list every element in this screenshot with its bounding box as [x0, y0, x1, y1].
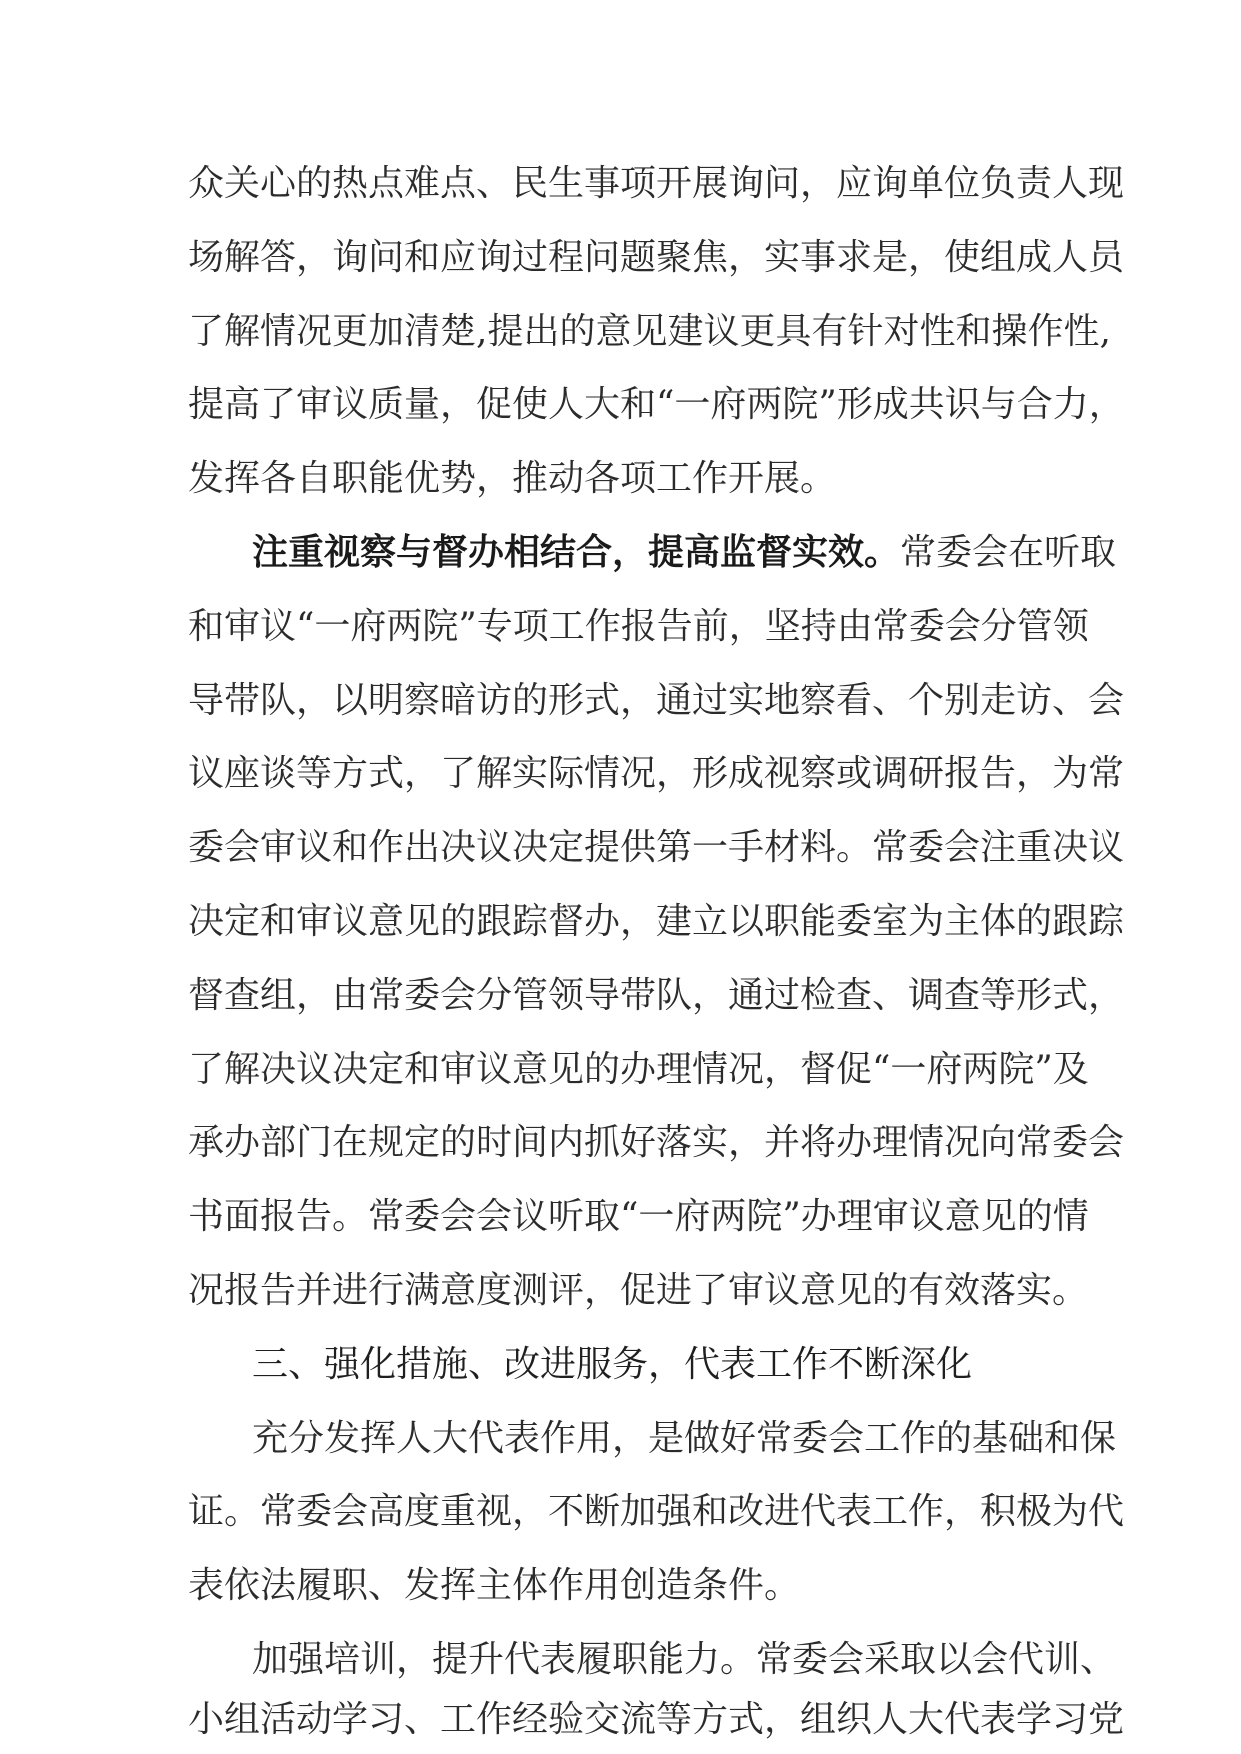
- paragraph-line: 提高了审议质量，促使人大和“一府两院”形成共识与合力，: [188, 384, 1125, 425]
- paragraph-line: 导带队，以明察暗访的形式，通过实地察看、个别走访、会: [188, 680, 1125, 721]
- paragraph-line: 委会审议和作出决议决定提供第一手材料。常委会注重决议: [188, 827, 1125, 868]
- paragraph-line: 众关心的热点难点、民生事项开展询问，应询单位负责人现: [188, 163, 1125, 204]
- paragraph-line: 小组活动学习、工作经验交流等方式，组织人大代表学习党: [188, 1699, 1125, 1740]
- paragraph-line: 证。常委会高度重视，不断加强和改进代表工作，积极为代: [188, 1491, 1125, 1532]
- paragraph-line: 承办部门在规定的时间内抓好落实，并将办理情况向常委会: [188, 1122, 1125, 1163]
- paragraph-line: 况报告并进行满意度测评，促进了审议意见的有效落实。: [188, 1270, 1089, 1311]
- paragraph-line: 场解答，询问和应询过程问题聚焦，实事求是，使组成人员: [188, 237, 1125, 278]
- bold-lead-sentence: 注重视察与督办相结合，提高监督实效。: [252, 532, 901, 573]
- section-heading: 三、强化措施、改进服务，代表工作不断深化: [252, 1344, 973, 1385]
- paragraph-line: 了解情况更加清楚,提出的意见建议更具有针对性和操作性,: [188, 311, 1111, 352]
- paragraph-line: 议座谈等方式，了解实际情况，形成视察或调研报告，为常: [188, 753, 1125, 794]
- paragraph-text: 常委会在听取: [900, 532, 1117, 573]
- paragraph-line: 加强培训，提升代表履职能力。常委会采取以会代训、: [252, 1639, 1117, 1680]
- paragraph-line: 了解决议决定和审议意见的办理情况，督促“一府两院”及: [188, 1049, 1089, 1090]
- paragraph-line: 决定和审议意见的跟踪督办，建立以职能委室为主体的跟踪: [188, 901, 1125, 942]
- paragraph-line: 督查组，由常委会分管领导带队，通过检查、调查等形式，: [188, 975, 1125, 1016]
- paragraph-line: 书面报告。常委会会议听取“一府两院”办理审议意见的情: [188, 1196, 1089, 1237]
- paragraph-line: 和审议“一府两院”专项工作报告前，坚持由常委会分管领: [188, 606, 1089, 647]
- paragraph-line: 充分发挥人大代表作用，是做好常委会工作的基础和保: [252, 1418, 1117, 1459]
- paragraph-line: 表依法履职、发挥主体作用创造条件。: [188, 1565, 801, 1606]
- paragraph-line-with-lead: [252, 523, 1117, 583]
- paragraph-line: 发挥各自职能优势，推动各项工作开展。: [188, 458, 837, 499]
